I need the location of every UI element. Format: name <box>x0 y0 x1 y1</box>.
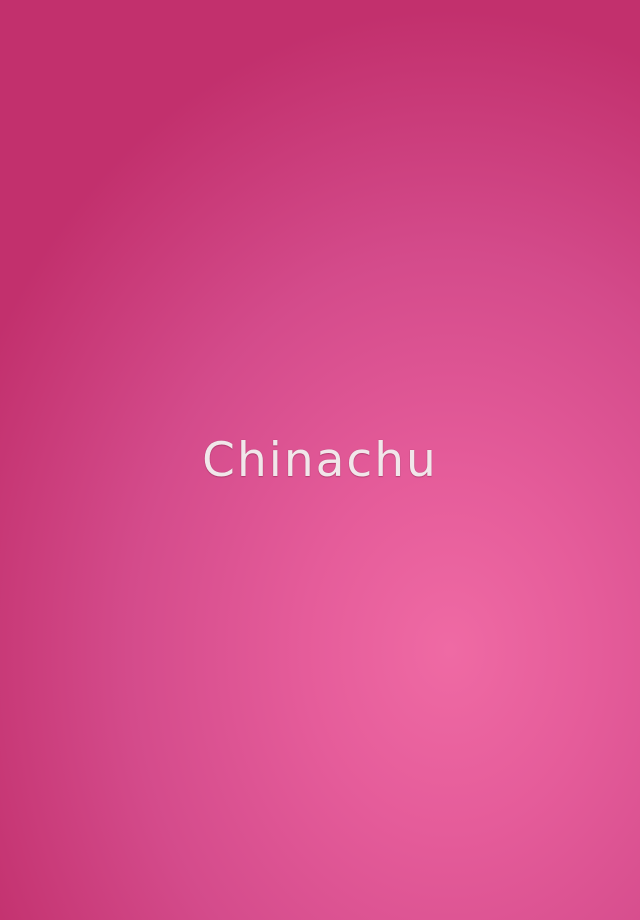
app-name-title: Chinachu <box>202 433 438 488</box>
